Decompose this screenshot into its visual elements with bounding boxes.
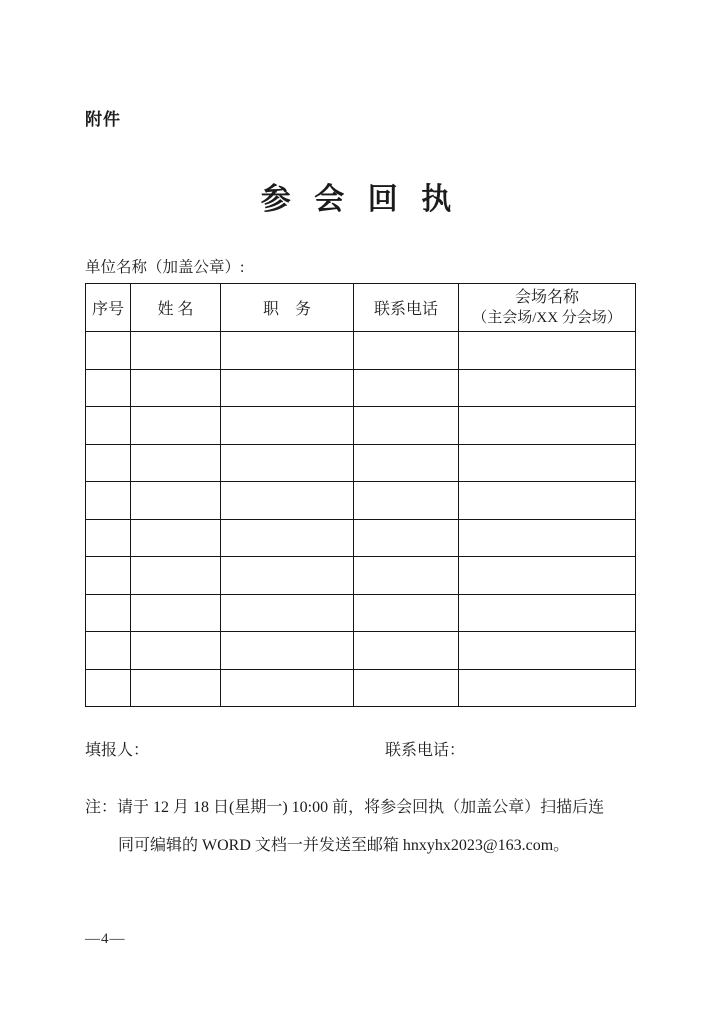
table-cell-position	[221, 369, 354, 407]
note-line-1	[85, 789, 655, 827]
table-body	[86, 332, 636, 707]
table-cell-serial	[86, 669, 131, 707]
table-row	[86, 519, 636, 557]
table-cell-name	[131, 519, 221, 557]
table-cell-serial	[86, 482, 131, 520]
signature-row	[85, 737, 635, 760]
table-cell-name	[131, 332, 221, 370]
header-position: 职 务	[221, 284, 354, 332]
table-cell-position	[221, 407, 354, 445]
note-text-1: 请于 12 月 18 日(星期一) 10:00 前，将参会回执（加盖公章）扫描后连	[117, 799, 605, 816]
contact-phone-label: 联系电话：	[385, 742, 466, 759]
table-row	[86, 669, 636, 707]
table-cell-phone	[354, 632, 459, 670]
table-cell-venue	[459, 557, 636, 595]
table-row	[86, 632, 636, 670]
table-cell-venue	[459, 519, 636, 557]
header-serial-number: 序号	[86, 284, 131, 332]
table-cell-serial	[86, 519, 131, 557]
table-cell-name	[131, 557, 221, 595]
table-cell-position	[221, 519, 354, 557]
reply-form-table	[85, 283, 636, 707]
header-venue	[459, 284, 636, 332]
table-cell-name	[131, 407, 221, 445]
table-cell-serial	[86, 332, 131, 370]
table-cell-phone	[354, 444, 459, 482]
table-cell-position	[221, 482, 354, 520]
table-cell-phone	[354, 407, 459, 445]
header-venue-line2: （主会场/XX 分会场）	[472, 309, 622, 326]
note-line-2: 同可编辑的 WORD 文档一并发送至邮箱 hnxyhx2023@163.com。	[118, 837, 570, 854]
table-cell-serial	[86, 369, 131, 407]
header-phone: 联系电话	[354, 284, 459, 332]
table-cell-venue	[459, 594, 636, 632]
table-cell-name	[131, 369, 221, 407]
table-row	[86, 332, 636, 370]
table-cell-venue	[459, 482, 636, 520]
note-prefix: 注：	[85, 799, 118, 816]
filler-label: 填报人：	[85, 742, 150, 759]
table-row	[86, 444, 636, 482]
header-venue-line1: 会场名称	[514, 288, 579, 306]
table-cell-name	[131, 632, 221, 670]
table-cell-venue	[459, 444, 636, 482]
table-row	[86, 557, 636, 595]
table-cell-serial	[86, 444, 131, 482]
table-cell-venue	[459, 332, 636, 370]
table-cell-venue	[459, 369, 636, 407]
table-cell-position	[221, 557, 354, 595]
table-cell-phone	[354, 482, 459, 520]
table-cell-position	[221, 632, 354, 670]
table-cell-position	[221, 332, 354, 370]
table-cell-name	[131, 594, 221, 632]
attachment-label: 附件	[85, 110, 121, 129]
table-cell-position	[221, 669, 354, 707]
table-cell-phone	[354, 519, 459, 557]
table-cell-venue	[459, 669, 636, 707]
table-cell-name	[131, 444, 221, 482]
unit-seal-label: 单位名称（加盖公章）:	[85, 259, 245, 276]
table-row	[86, 482, 636, 520]
page-number: —4—	[85, 931, 126, 947]
table-header-row	[86, 284, 636, 332]
table-cell-name	[131, 669, 221, 707]
table-cell-serial	[86, 594, 131, 632]
table-cell-venue	[459, 632, 636, 670]
table-cell-position	[221, 444, 354, 482]
table-cell-phone	[354, 557, 459, 595]
table-row	[86, 594, 636, 632]
page-title: 参 会 回 执	[260, 183, 460, 216]
table-cell-phone	[354, 369, 459, 407]
table-cell-serial	[86, 632, 131, 670]
table-cell-serial	[86, 407, 131, 445]
table-cell-phone	[354, 332, 459, 370]
table-row	[86, 369, 636, 407]
note-paragraph	[85, 789, 655, 865]
header-name: 姓 名	[131, 284, 221, 332]
table-row	[86, 407, 636, 445]
table-cell-name	[131, 482, 221, 520]
table-cell-phone	[354, 669, 459, 707]
table-cell-position	[221, 594, 354, 632]
table-cell-venue	[459, 407, 636, 445]
table-cell-phone	[354, 594, 459, 632]
table-cell-serial	[86, 557, 131, 595]
